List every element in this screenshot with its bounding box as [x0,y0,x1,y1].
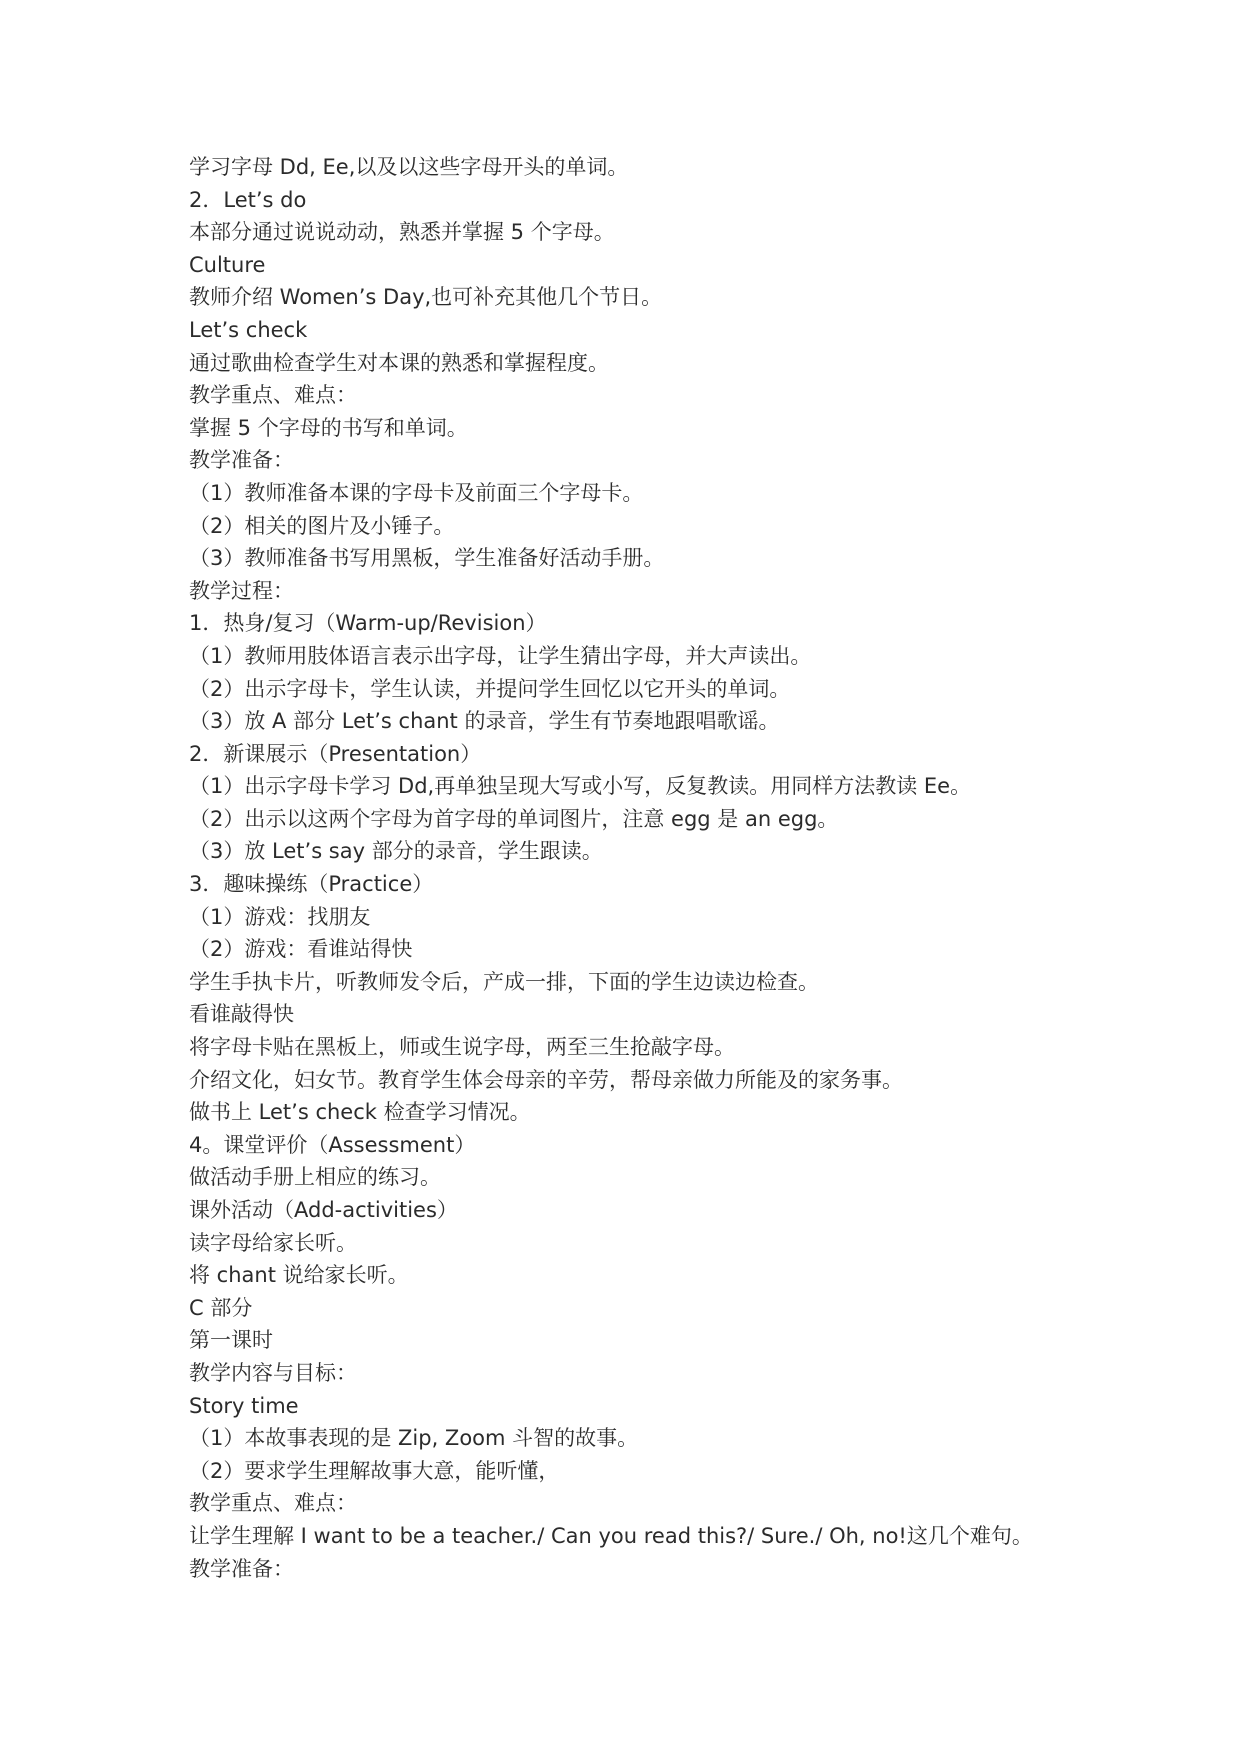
text-line: 教学准备： [189,1556,294,1581]
text-line: （3）放 Let’s say 部分的录音，学生跟读。 [189,839,603,864]
text-line: 学习字母 Dd, Ee,以及以这些字母开头的单词。 [189,155,629,179]
text-line: 4。课堂评价（Assessment） [189,1132,476,1157]
text-line: （3）教师准备书写用黑板，学生准备好活动手册。 [189,546,665,571]
text-line: 让学生理解 I want to be a teacher./ Can you read this?/ Sure./ Oh, no!这几个难句。 [189,1523,1033,1548]
text-line: 介绍文化，妇女节。教育学生体会母亲的辛劳，帮母亲做力所能及的家务事。 [189,1067,903,1092]
text-line: 看谁敲得快 [189,1002,294,1027]
text-line: 第一课时 [189,1328,273,1353]
text-line: 教学准备： [189,448,294,473]
text-line: （1）教师准备本课的字母卡及前面三个字母卡。 [189,480,644,505]
text-line: （1）教师用肢体语言表示出字母，让学生猜出字母，并大声读出。 [189,643,812,668]
text-line: 将 chant 说给家长听。 [189,1263,409,1288]
text-line: （1）游戏：找朋友 [189,904,371,929]
text-line: 教师介绍 Women’s Day,也可补充其他几个节日。 [189,285,663,310]
text-line: 掌握 5 个字母的书写和单词。 [189,415,468,440]
text-line: 教学重点、难点： [189,383,357,408]
text-line: 教学内容与目标： [189,1360,357,1385]
text-line: 教学重点、难点： [189,1491,357,1516]
text-line: 做活动手册上相应的练习。 [189,1165,441,1190]
text-line: （2）出示以这两个字母为首字母的单词图片，注意 egg 是 an egg。 [189,806,839,831]
text-line: 做书上 Let’s check 检查学习情况。 [189,1100,531,1125]
text-line: Let’s check [189,317,308,342]
text-line: 本部分通过说说动动，熟悉并掌握 5 个字母。 [189,220,615,245]
text-line: Culture [189,252,266,277]
text-line: 2．Let’s do [189,187,307,212]
text-line: （1）出示字母卡学习 Dd,再单独呈现大写或小写，反复教读。用同样方法教读 Ee。 [189,774,972,799]
text-line: 1．热身/复习（Warm-up/Revision） [189,611,547,636]
text-line: （2）相关的图片及小锤子。 [189,513,455,538]
text-line: 读字母给家长听。 [189,1230,357,1255]
text-line: 课外活动（Add-activities） [189,1198,458,1222]
text-line: C 部分 [189,1295,253,1320]
text-line: （3）放 A 部分 Let’s chant 的录音，学生有节奏地跟唱歌谣。 [189,709,780,734]
text-line: 3．趣味操练（Practice） [189,872,434,897]
text-line: （2）要求学生理解故事大意，能听懂， [189,1458,560,1483]
text-line: 学生手执卡片，听教师发令后，产成一排，下面的学生边读边检查。 [189,969,819,994]
text-line: Story time [189,1393,299,1418]
text-line: （1）本故事表现的是 Zip, Zoom 斗智的故事。 [189,1426,639,1451]
text-line: 通过歌曲检查学生对本课的熟悉和掌握程度。 [189,350,609,375]
text-line: 2．新课展示（Presentation） [189,741,482,766]
text-line: 教学过程： [189,578,294,603]
text-line: 将字母卡贴在黑板上，师或生说字母，两至三生抢敲字母。 [189,1035,735,1060]
document-body [189,151,1089,1585]
text-line: （2）出示字母卡，学生认读，并提问学生回忆以它开头的单词。 [189,676,791,701]
text-line: （2）游戏：看谁站得快 [189,937,413,962]
